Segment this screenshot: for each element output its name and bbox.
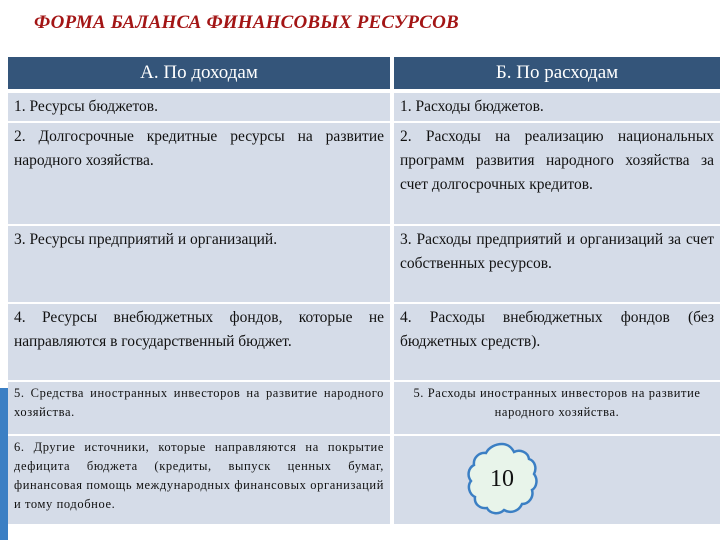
column-header-expenses: Б. По расходам (394, 57, 720, 91)
income-cell: 1. Ресурсы бюджетов. (8, 93, 394, 121)
table-row (8, 436, 720, 524)
income-cell: 5. Средства иностранных инвесторов на развитие народного хозяйства. (8, 382, 394, 434)
table-row (8, 382, 720, 434)
expense-cell: 5. Расходы иностранных инвесторов на развитие народного хозяйства. (394, 382, 720, 434)
expense-cell (394, 436, 720, 524)
page-number: 10 (490, 465, 514, 492)
page-title: ФОРМА БАЛАНСА ФИНАНСОВЫХ РЕСУРСОВ (34, 12, 459, 33)
expense-cell: 2. Расходы на реализацию национальных программ развития народного хозяйства за счет долгосрочных кредитов. (394, 123, 720, 224)
table-row (8, 93, 720, 121)
decorative-side-bar (0, 388, 8, 540)
table-row (8, 123, 720, 224)
income-cell: 3. Ресурсы предприятий и организаций. (8, 226, 394, 302)
page-number-badge (466, 440, 538, 518)
income-cell: 4. Ресурсы внебюджетных фондов, которые не направляются в государственный бюджет. (8, 304, 394, 380)
balance-table (8, 55, 720, 526)
table-row (8, 226, 720, 302)
income-cell: 6. Другие источники, которые направляются на покрытие дефицита бюджета (кредиты, выпуск ценных бумаг, финансовая помощь международных финансовых организаций и тому подобное. (8, 436, 394, 524)
table-header-row (8, 57, 720, 91)
expense-cell: 3. Расходы предприятий и организаций за счет собственных ресурсов. (394, 226, 720, 302)
income-cell: 2. Долгосрочные кредитные ресурсы на развитие народного хозяйства. (8, 123, 394, 224)
column-header-income: А. По доходам (8, 57, 394, 91)
expense-cell: 4. Расходы внебюджетных фондов (без бюджетных средств). (394, 304, 720, 380)
expense-cell: 1. Расходы бюджетов. (394, 93, 720, 121)
table-row (8, 304, 720, 380)
